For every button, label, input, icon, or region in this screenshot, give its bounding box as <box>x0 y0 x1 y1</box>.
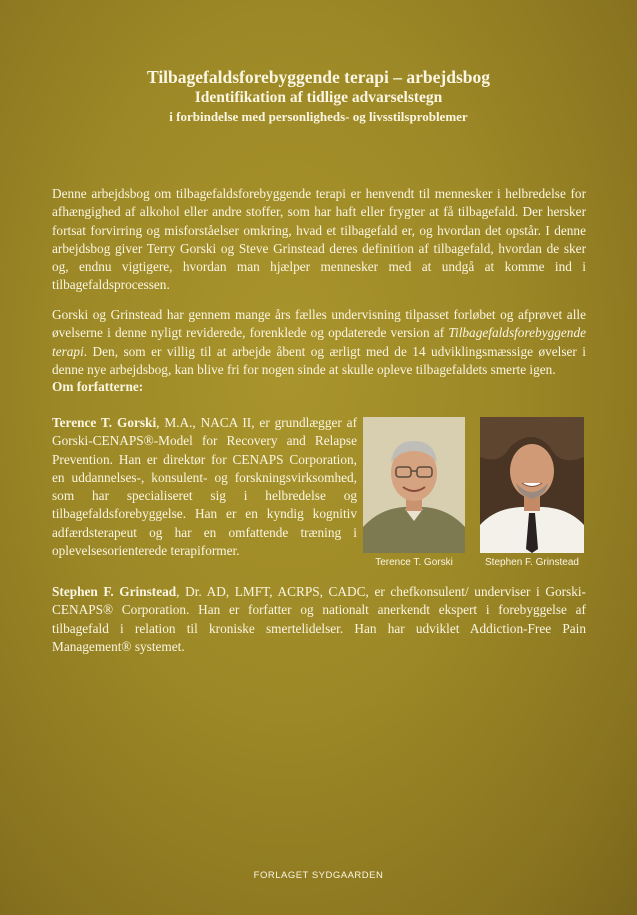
book-subsubtitle: i forbindelse med personligheds- og livsstilsproblemer <box>169 109 468 124</box>
paragraph-2-text: Gorski og Grinstead har gennem mange års fælles undervisning tilpasset forløbet og afprøvet alle øvelserne i denne nyligt reviderede, forenklede og opdaterede version af <box>52 307 586 341</box>
author-gorski-bio <box>52 414 357 560</box>
author-gorski-name: Terence T. Gorski <box>52 415 157 430</box>
title-block <box>0 66 637 126</box>
photo-grinstead <box>480 417 584 553</box>
description-paragraph-1: Denne arbejdsbog om tilbagefaldsforebyggende terapi er henvendt til mennesker i helbredelse for afhængighed af alkohol eller andre stoffer, som har haft eller frygter at få tilbagefald. Der hersker fortsat forvirring og misforståelser omkring, hvad et tilbagefald er, og hvordan det opstår. I denne arbejdsbog giver Terry Gorski og Steve Grinstead deres definition af tilbagefald, hvordan de sker og, endnu vigtigere, hvordan man hjælper mennesker med at undgå at komme ind i tilbagefaldsprocessen. <box>52 186 586 293</box>
book-title-italic: Tilbagefaldsforebyggende terapi <box>52 325 586 359</box>
publisher-name: FORLAGET SYDGAARDEN <box>253 870 384 881</box>
author-grinstead-name: Stephen F. Grinstead <box>52 584 177 599</box>
portrait-gorski-image <box>363 417 465 553</box>
caption-gorski: Terence T. Gorski <box>375 557 453 568</box>
paragraph-2-text-end: . Den, som er villig til at arbejde åbent og ærligt med de 14 udviklingsmæssige øvelser i denne nye arbejdsbog, kan blive fri for nogen sinde at skulle opleve tilbagefaldets smerte igen. <box>52 343 586 377</box>
author-gorski-bio-text: , M.A., NACA II, er grundlægger af Gorski-CENAPS®-Model for Recovery and Relapse Prevention. Han er direktør for CENAPS Corporation, en uddannelses-, konsulent- og forskningsvirksomhed, som har specialiseret sig i helbredelse og tilbagefaldsforebyggelse. Han er en kyndig kognitiv adfærdsterapeut og har en omfattende træning i oplevelsesorienterede terapiformer. <box>52 415 357 559</box>
description-paragraph-2 <box>52 306 586 379</box>
portrait-grinstead-image <box>480 417 584 553</box>
photo-gorski <box>363 417 465 553</box>
book-title: Tilbagefaldsforebyggende terapi – arbejdsbog <box>146 67 491 87</box>
author-grinstead-bio <box>52 583 586 656</box>
about-authors-heading: Om forfatterne: <box>52 379 144 394</box>
caption-grinstead: Stephen F. Grinstead <box>485 557 579 568</box>
book-subtitle: Identifikation af tidlige advarselstegn <box>194 89 443 106</box>
author-grinstead-bio-text: , Dr. AD, LMFT, ACRPS, CADC, er chefkonsulent/ underviser i Gorski-CENAPS® Corporation. Han er forfatter og nationalt anerkendt ekspert i forebyggelse af tilbagefald i relation til kroniske smertelidelser. Han har udviklet Addiction-Free Pain Management® systemet. <box>52 584 586 654</box>
